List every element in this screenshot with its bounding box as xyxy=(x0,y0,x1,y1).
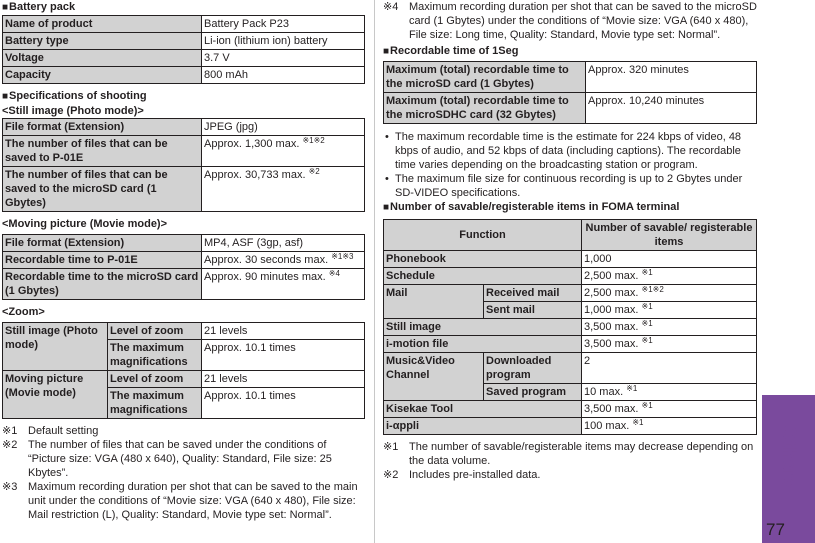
foma-section-title: ■Number of savable/registerable items in FOMA terminal xyxy=(383,201,680,213)
battery-table xyxy=(2,15,365,84)
table-row: Kisekae Tool 3,500 max. $^{※1}$ xyxy=(384,401,757,418)
left-column xyxy=(2,0,365,522)
movie-heading: <Moving picture (Movie mode)> xyxy=(2,218,168,230)
table-row: File format (Extension) MP4, ASF (3gp, asf) xyxy=(3,235,365,252)
footnote: ※3 Maximum recording duration per shot that can be saved to the main unit under the conditions of “Movie size: VGA (640 x 480), File size: Mail restriction (L), Quality: Standard, Movie type set: Normal”. xyxy=(2,481,358,521)
table-row: i-motion file 3,500 max. $^{※1}$ xyxy=(384,336,757,353)
table-row: Phonebook 1,000 xyxy=(384,251,757,268)
chapter-label: Others xyxy=(777,424,799,490)
table-row: Mail Received mail 2,500 max. $^{※1※2}$ xyxy=(384,285,757,302)
footnote: ※1 The number of savable/registerable items may decrease depending on the data volume. xyxy=(383,441,754,467)
foma-table xyxy=(383,219,757,435)
table-row: Saved program 10 max. $^{※1}$ xyxy=(384,384,757,401)
table-row: i-αppli 100 max. $^{※1}$ xyxy=(384,418,757,435)
list-item: • The maximum recordable time is the estimate for 224 kbps of video, 48 kbps of audio, and 52 kbps of data (including captions). The recordable time varies depending on the broadcasting station or program. xyxy=(385,131,742,171)
section-marker: ■ xyxy=(383,202,390,213)
oneseg-section-title: ■Recordable time of 1Seg xyxy=(383,45,519,57)
table-row: The number of files that can be saved to the microSD card (1 Gbytes) Approx. 30,733 max. $^{※2}$ xyxy=(3,167,365,212)
column-divider xyxy=(374,0,375,543)
shooting-notes xyxy=(2,424,365,522)
table-row: Battery type Li-ion (lithium ion) battery xyxy=(3,33,365,50)
table-row: Still image 3,500 max. $^{※1}$ xyxy=(384,319,757,336)
battery-section-title: ■Battery pack xyxy=(2,1,76,13)
table-row: Recordable time to P-01E Approx. 30 seconds max. $^{※1※3}$ xyxy=(3,252,365,269)
still-heading: <Still image (Photo mode)> xyxy=(2,105,144,117)
page-number: 77 xyxy=(766,520,785,539)
footnote: ※2 The number of files that can be saved under the conditions of “Picture size: VGA (480 x 640), Quality: Standard, File size: 25 Kbytes”. xyxy=(2,439,332,479)
table-row: Maximum (total) recordable time to the microSDHC card (32 Gbytes) Approx. 10,240 minutes xyxy=(384,93,757,124)
table-row: Still image (Photo mode) Level of zoom 21 levels xyxy=(3,323,365,340)
table-row: Voltage 3.7 V xyxy=(3,50,365,67)
table-row: Moving picture (Movie mode) Level of zoom 21 levels xyxy=(3,371,365,388)
right-column xyxy=(383,0,757,482)
table-row: The maximum magnifications Approx. 10.1 times xyxy=(3,340,365,371)
table-row: File format (Extension) JPEG (jpg) xyxy=(3,119,365,136)
foma-notes xyxy=(383,440,757,482)
section-marker: ■ xyxy=(2,2,9,13)
table-row: Recordable time to the microSD card (1 Gbytes) Approx. 90 minutes max. $^{※4}$ xyxy=(3,269,365,300)
table-row: Sent mail 1,000 max. $^{※1}$ xyxy=(384,302,757,319)
table-row: Maximum (total) recordable time to the microSD card (1 Gbytes) Approx. 320 minutes xyxy=(384,62,757,93)
table-row: Schedule 2,500 max. $^{※1}$ xyxy=(384,268,757,285)
footnote: ※4 Maximum recording duration per shot that can be saved to the microSD card (1 Gbytes) under the conditions of “Movie size: VGA (640 x 480), File size: Long time, Quality: Standard, Movie type set: Normal”. xyxy=(383,1,757,41)
oneseg-bullets xyxy=(383,130,757,200)
shooting-section-title: ■Specifications of shooting xyxy=(2,90,147,102)
section-marker: ■ xyxy=(2,91,9,102)
table-row: Music&Video Channel Downloaded program 2 xyxy=(384,353,757,384)
table-row: Name of product Battery Pack P23 xyxy=(3,16,365,33)
table-row: The maximum magnifications Approx. 10.1 times xyxy=(3,388,365,419)
footnote: ※2 Includes pre-installed data. xyxy=(383,469,541,481)
table-row: Capacity 800 mAh xyxy=(3,67,365,84)
footnote: ※1 Default setting xyxy=(2,425,99,437)
list-item: • The maximum file size for continuous recording is up to 2 Gbytes under SD-VIDEO specifications. xyxy=(385,173,743,199)
zoom-heading: <Zoom> xyxy=(2,306,45,318)
section-marker: ■ xyxy=(383,46,390,57)
table-row: The number of files that can be saved to P-01E Approx. 1,300 max. $^{※1※2}$ xyxy=(3,136,365,167)
table-header-row: Function Number of savable/ registerable items xyxy=(384,220,757,251)
still-table xyxy=(2,118,365,212)
zoom-table xyxy=(2,322,365,419)
movie-table xyxy=(2,234,365,300)
oneseg-table xyxy=(383,61,757,124)
